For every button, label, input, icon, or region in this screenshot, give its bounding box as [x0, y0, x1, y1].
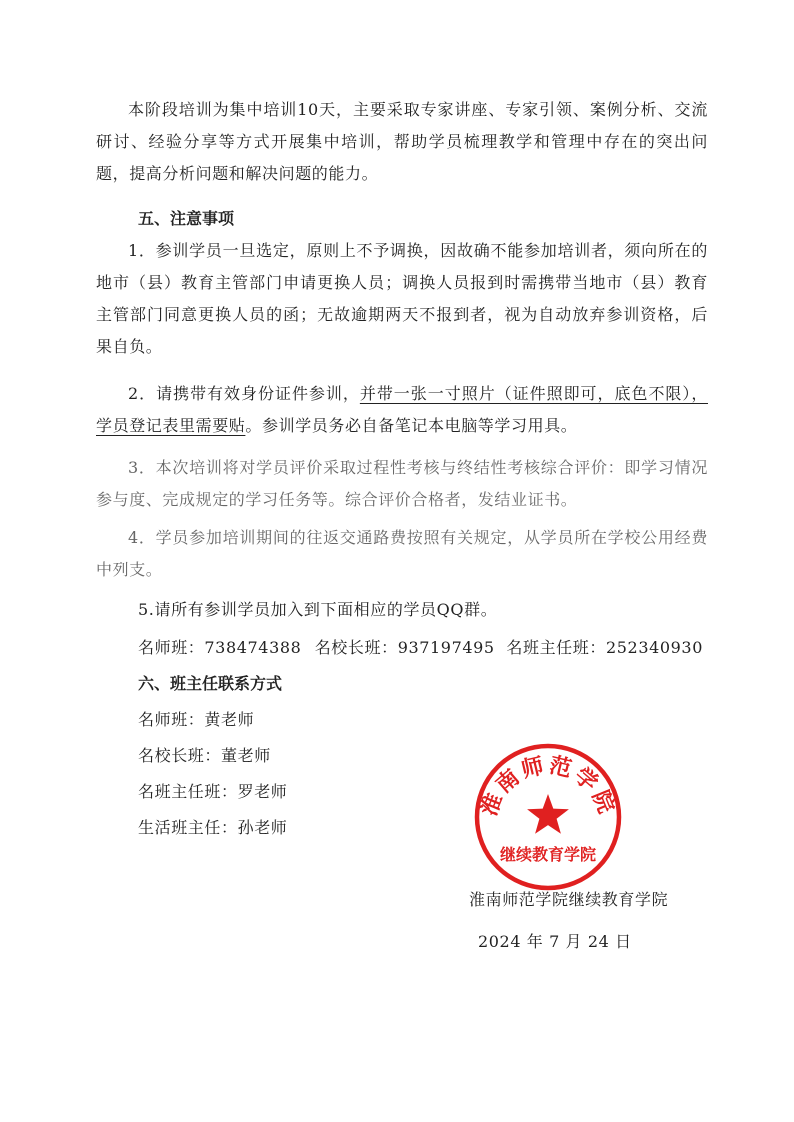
notice-item-2-tail: 。参训学员务必自备笔记本电脑等学习用具。 [245, 416, 578, 435]
contact-headteacher-class: 名班主任班：罗老师 [138, 782, 288, 801]
contact-principal-class: 名校长班：董老师 [138, 746, 271, 765]
notice-item-2-underlined: 并带一张一寸照片（证件照即可，底色不限），学员登记表里需要贴 [96, 384, 708, 435]
signature-org: 淮南师范学院继续教育学院 [469, 890, 669, 909]
official-seal [473, 742, 623, 892]
section-heading-notes: 五、注意事项 [138, 209, 235, 228]
notice-item-2 [96, 378, 708, 442]
seal-arc-text: 淮南师范学院 [476, 753, 620, 820]
notice-item-3: 3．本次培训将对学员评价采取过程性考核与终结性考核综合评价：即学习情况参与度、完成规定的学习任务等。综合评价合格者，发结业证书。 [96, 458, 708, 509]
qq-group-teacher: 名师班：738474388 [138, 638, 302, 657]
qq-group-list [138, 632, 703, 664]
qq-group-principal: 名校长班：937197495 [314, 638, 495, 657]
contact-teacher-class: 名师班：黄老师 [138, 710, 255, 729]
notice-item-2-text: 2．请携带有效身份证件参训， [128, 384, 360, 403]
section-heading-contacts: 六、班主任联系方式 [138, 674, 283, 693]
qq-group-headteacher: 名班主任班：252340930 [506, 638, 703, 657]
signature-date: 2024 年 7 月 24 日 [478, 932, 632, 951]
notice-item-5: 5.请所有参训学员加入到下面相应的学员QQ群。 [138, 600, 498, 619]
training-method-paragraph: 本阶段培训为集中培训10天，主要采取专家讲座、专家引领、案例分析、交流研讨、经验分享等方式开展集中培训，帮助学员梳理教学和管理中存在的突出问题，提高分析问题和解决问题的能力。 [96, 100, 708, 183]
seal-bottom-text: 继续教育学院 [499, 845, 597, 864]
notice-item-4: 4．学员参加培训期间的往返交通路费按照有关规定，从学员所在学校公用经费中列支。 [96, 528, 708, 579]
contact-life-headteacher: 生活班主任：孙老师 [138, 818, 288, 837]
notice-item-1: 1．参训学员一旦选定，原则上不予调换，因故确不能参加培训者，须向所在的地市（县）教育主管部门申请更换人员；调换人员报到时需携带当地市（县）教育主管部门同意更换人员的函；无故逾期两天不报到者，视为自动放弃参训资格，后果自负。 [96, 241, 708, 356]
